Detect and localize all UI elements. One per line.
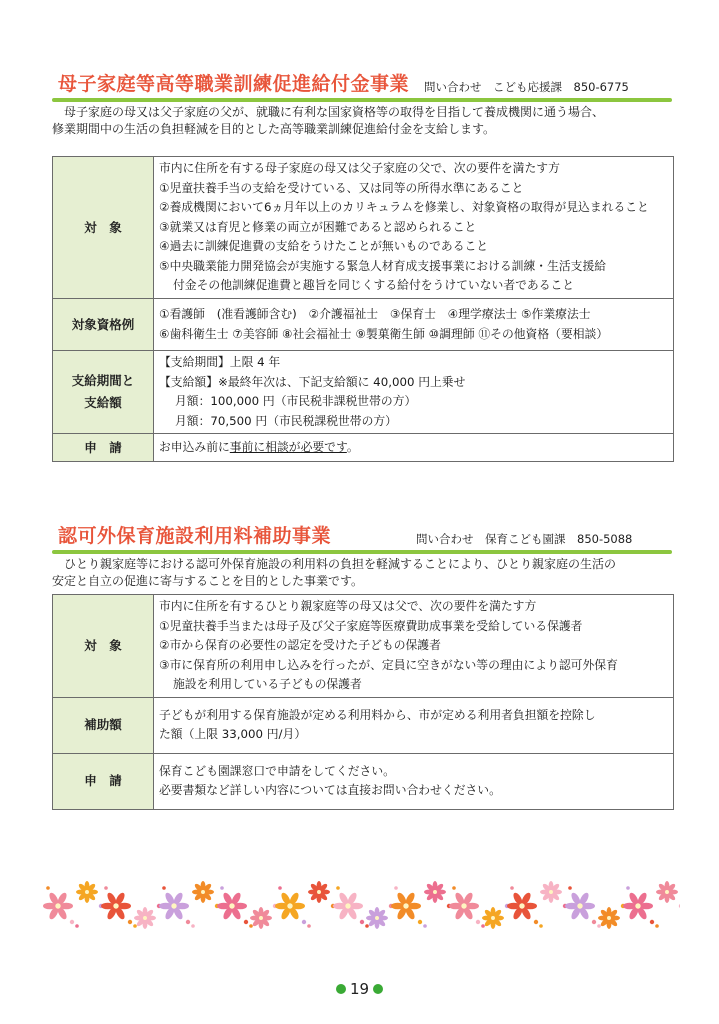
dot-icon [650,920,654,924]
row-label: 申 請 [53,753,154,809]
dot-icon [510,886,514,890]
flower-icon [76,881,98,903]
dot-icon [626,886,630,890]
content-line: ①児童扶養手当の支給を受けている、又は同等の所得水準にあること [159,180,524,195]
lead-line: 安定と自立の促進に寄与することを目的とした事業です。 [52,574,364,588]
row-label-line: 支給額 [84,395,122,410]
content-line: た額（上限 33,000 円/月） [159,727,307,741]
dot-icon [128,920,132,924]
dot-icon [534,920,538,924]
dot-icon [133,924,137,928]
flower-icon [623,891,653,920]
dot-icon [423,924,427,928]
content-line: 市内に住所を有する母子家庭の母又は父子家庭の父で、次の要件を満たす方 [159,161,560,176]
flower-icon [565,891,595,920]
row-label: 対 象 [53,157,154,299]
row-label: 対 象 [53,595,154,698]
dot-icon [75,924,79,928]
dot-icon [655,924,659,928]
flower-icon [507,891,537,920]
flower-icon [192,881,214,903]
table-row [53,595,674,698]
dot-icon [597,924,601,928]
dot-icon [418,920,422,924]
page-number-text: 19 [349,980,370,998]
dot-icon [278,886,282,890]
flower-icon [366,907,388,929]
dot-icon [365,924,369,928]
content-line: 【支給額】※最終年次は、下記支給額に 40,000 円上乗せ [159,374,466,389]
apply-text-underlined: 事前に相談が必要です [229,439,347,454]
flower-icon [482,907,504,929]
section-title: 認可外保育施設利用料補助事業 [58,525,332,547]
section-lead [52,104,672,138]
content-line: ④過去に訓練促進費の支給をうけたことが無いものであること [159,239,489,254]
dot-icon [568,886,572,890]
flower-icon [333,891,363,920]
dot-icon [104,886,108,890]
dot-icon [302,920,306,924]
dot-icon [360,920,364,924]
dot-icon [481,924,485,928]
dot-icon [476,920,480,924]
content-line: 子どもが利用する保育施設が定める利用料から、市が定める利用者負担額を控除し [159,707,596,722]
dot-icon [162,886,166,890]
dot-icon [336,886,340,890]
row-label [53,351,154,434]
flower-icon [391,891,421,920]
flower-icon [250,907,272,929]
content-line: 施設を利用している子どもの保護者 [173,677,362,691]
dot-icon [186,920,190,924]
flower-icon [43,891,73,920]
row-content [154,697,674,753]
lead-line: 修業期間中の生活の負担軽減を目的とした高等職業訓練促進給付金を支給します。 [52,122,496,136]
flower-border [40,876,680,936]
content-line: ②養成機関において6ヵ月年以上のカリキュラムを修業し、対象資格の取得が見込まれること [159,200,649,215]
content-line: ⑤中央職業能力開発協会が実施する緊急人材育成支援事業における訓練・生活支援給 [159,258,607,273]
row-content [154,351,674,434]
dot-icon [244,920,248,924]
flower-icon [540,881,562,903]
dot-icon [249,924,253,928]
table-row [53,351,674,434]
green-dot-icon [373,984,383,994]
content-line: ①看護師 (准看護師含む) ②介護福祉士 ③保育士 ④理学療法士 ⑤作業療法士 [159,307,591,321]
table-row [53,434,674,462]
content-line: ②市から保育の必要性の認定を受けた子どもの保護者 [159,638,441,652]
dot-icon [70,920,74,924]
row-content [154,299,674,351]
content-line: ⑥歯科衛生士 ⑦美容師 ⑧社会福祉士 ⑨製菓衛生師 ⑩調理師 ⑪その他資格（要相談） [159,326,609,341]
flower-icon [134,907,156,929]
row-label-line: 支給期間と [71,373,135,388]
row-content [154,595,674,698]
flower-icon [656,881,678,903]
section-lead [52,556,672,590]
section-title: 母子家庭等高等職業訓練促進給付金事業 [58,73,410,95]
info-table [52,594,674,810]
table-row [53,299,674,351]
section-vocational-training [52,70,672,462]
content-line: ③就業又は育児と修業の両立が困難であると認められること [159,219,477,234]
flower-icon [424,881,446,903]
green-dot-icon [336,984,346,994]
row-label: 対象資格例 [53,299,154,351]
lead-line: ひとり親家庭等における認可外保育施設の利用料の負担を軽減することにより、ひとり親家庭の生活の [52,557,617,571]
section-header [52,522,672,550]
row-content [154,157,674,299]
content-line: 【支給期間】上限 4 年 [159,355,281,369]
apply-text-post: 。 [346,439,359,454]
dot-icon [220,886,224,890]
content-line: ③市に保育所の利用申し込みを行ったが、定員に空きがない等の理由により認可外保育 [159,657,618,672]
content-line: ①児童扶養手当または母子及び父子家庭等医療費助成事業を受給している保護者 [159,618,583,633]
lead-line: 母子家庭の母又は父子家庭の父が、就職に有利な国家資格等の取得を目指して養成機関に通う場合、 [52,105,605,119]
apply-text-pre: お申込み前に [159,439,230,454]
dot-icon [307,924,311,928]
dot-icon [592,920,596,924]
flower-icon [159,891,189,920]
flower-icon [275,891,305,920]
dot-icon [191,924,195,928]
row-content [154,753,674,809]
row-label: 補助額 [53,697,154,753]
dot-icon [46,886,50,890]
content-line: 必要書類など詳しい内容については直接お問い合わせください。 [159,783,501,797]
flower-icon [598,907,620,929]
page-number [0,980,719,998]
row-content [154,434,674,462]
row-label: 申 請 [53,434,154,462]
contact-info: 問い合わせ 保育こども園課 850-5088 [416,532,633,546]
table-row [53,753,674,809]
section-rule [52,550,672,554]
info-table [52,156,674,462]
dot-icon [679,904,680,908]
flower-icon [308,881,330,903]
section-childcare-subsidy [52,522,672,810]
flower-icon [101,891,131,920]
section-header [52,70,672,98]
section-rule [52,98,672,102]
table-row [53,157,674,299]
dot-icon [539,924,543,928]
dot-icon [394,886,398,890]
contact-info: 問い合わせ こども応援課 850-6775 [424,80,629,94]
content-line: 保育こども園課窓口で申請をしてください。 [159,763,395,778]
content-line: 月額：100,000 円（市民税非課税世帯の方） [175,394,417,408]
table-row [53,697,674,753]
content-line: 月額：70,500 円（市民税課税世帯の方） [175,413,397,428]
flower-icon [449,891,479,920]
flower-icon [217,891,247,920]
content-line: 市内に住所を有するひとり親家庭等の母又は父で、次の要件を満たす方 [159,599,537,613]
content-line: 付金その他訓練促進費と趣旨を同じくする給付をうけていない者であること [173,278,575,293]
dot-icon [452,886,456,890]
